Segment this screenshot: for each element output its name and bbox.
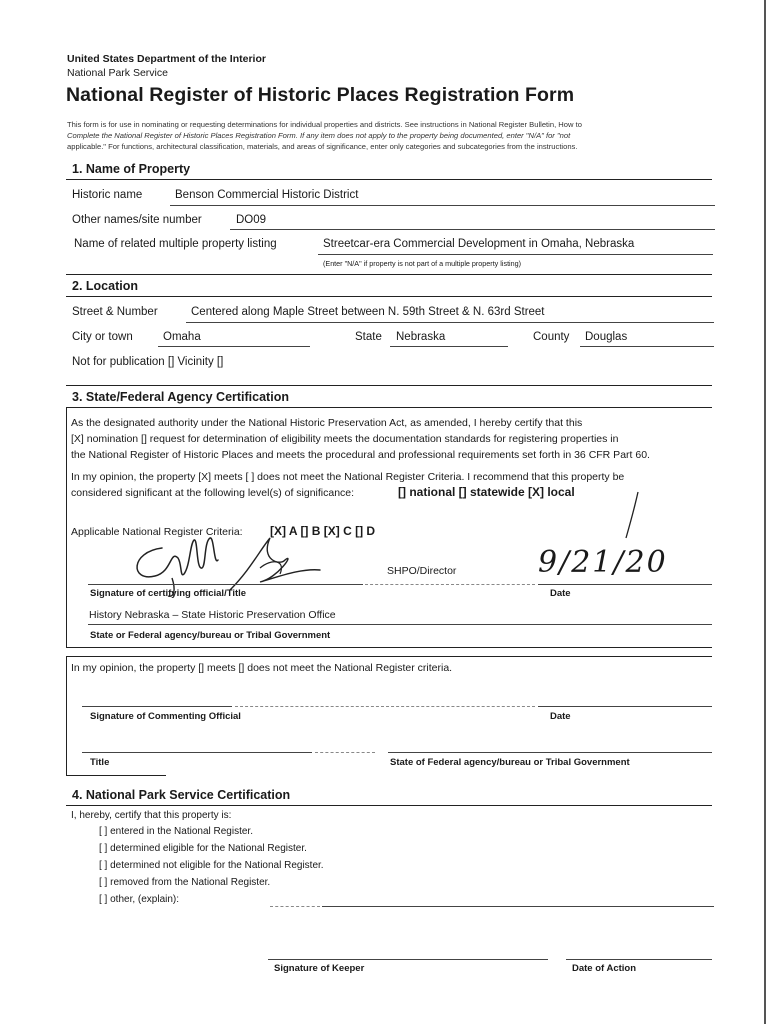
keeper-label: Signature of Keeper (274, 963, 365, 974)
state-line (390, 346, 508, 347)
signature-line-dashed (365, 584, 535, 585)
significance-levels: [] national [] statewide [X] local (398, 485, 575, 499)
mpl-line (318, 254, 713, 255)
title-line (82, 752, 312, 753)
department-name: United States Department of the Interior (67, 53, 266, 65)
comment-box-bottom (66, 775, 166, 776)
other-names-line (230, 229, 715, 230)
section-2-top-rule (66, 274, 712, 275)
section-3-left-border (66, 407, 67, 647)
mpl-note: (Enter "N/A" if property is not part of a multiple property listing) (323, 259, 522, 268)
county-line (580, 346, 714, 347)
commenting-sig-line-dashed (235, 706, 535, 707)
signature-line (88, 584, 363, 585)
commenting-sig-line (82, 706, 232, 707)
option-other: [ ] other, (explain): (99, 894, 180, 905)
title-label: Title (90, 757, 110, 768)
section-1-rule (66, 179, 712, 180)
date-slash-flourish (600, 490, 650, 540)
date-line (538, 584, 712, 585)
intro-text (67, 119, 717, 152)
intro-line-2: Complete the National Register of Historic Places Registration Form. If any item does not apply to the property being documented, enter "N/A" for "not (67, 131, 571, 140)
agency-label: State or Federal agency/bureau or Tribal Government (90, 630, 331, 641)
section-3-heading: 3. State/Federal Agency Certification (72, 390, 289, 404)
cert-para2-line1: In my opinion, the property [X] meets [ ] does not meet the National Register Criteria. I recommend that this property be (71, 471, 625, 483)
city-label: City or town (72, 331, 133, 343)
handwritten-date: 9/21/20 (538, 545, 668, 580)
date-label: Date (550, 588, 571, 599)
county-value: Douglas (585, 331, 628, 343)
state-label: State (355, 331, 382, 343)
federal-agency-line (388, 752, 712, 753)
city-value: Omaha (163, 331, 201, 343)
comment-box-left-border (66, 656, 67, 776)
commenting-date-label: Date (550, 711, 571, 722)
historic-name-value: Benson Commercial Historic District (175, 189, 359, 201)
certify-statement: I, hereby, certify that this property is: (71, 810, 232, 821)
city-line (158, 346, 310, 347)
other-explain-line (322, 906, 714, 907)
street-line (186, 322, 714, 323)
section-4-heading: 4. National Park Service Certification (72, 788, 291, 802)
other-names-label: Other names/site number (72, 214, 202, 226)
federal-agency-label: State of Federal agency/bureau or Tribal Government (390, 757, 630, 768)
agency-name: National Park Service (67, 67, 168, 79)
criteria-label: Applicable National Register Criteria: (71, 526, 243, 538)
option-entered: [ ] entered in the National Register. (99, 826, 253, 837)
action-date-line (566, 959, 712, 960)
county-label: County (533, 331, 570, 343)
form-title: National Register of Historic Places Registration Form (66, 84, 575, 106)
section-3-mid-rule (66, 647, 712, 648)
agency-line (88, 624, 712, 625)
option-removed: [ ] removed from the National Register. (99, 877, 271, 888)
other-explain-dashed (270, 906, 320, 907)
historic-name-label: Historic name (72, 189, 143, 201)
section-3-top-rule (66, 385, 712, 386)
agency-value: History Nebraska – State Historic Preservation Office (89, 609, 336, 621)
street-label: Street & Number (72, 306, 158, 318)
mpl-value: Streetcar-era Commercial Development in Omaha, Nebraska (323, 238, 635, 250)
keeper-sig-line (268, 959, 548, 960)
commenting-date-line (538, 706, 712, 707)
signature-certifying-label: Signature of certifying official/Title (90, 588, 247, 599)
comment-box-top (66, 656, 712, 657)
section-3-rule (66, 407, 712, 408)
cert-para1-line3: the National Register of Historic Places and meets the procedural and professional requirements set forth in 36 CFR Part 60. (71, 449, 650, 461)
street-value: Centered along Maple Street between N. 59th Street & N. 63rd Street (191, 306, 545, 318)
cert-para1-line2: [X] nomination [] request for determination of eligibility meets the documentation standards for registering properties in (71, 433, 619, 445)
section-4-rule (66, 805, 712, 806)
cert-para2-line2: considered significant at the following level(s) of significance: (71, 487, 355, 499)
other-names-value: DO09 (236, 214, 267, 226)
scan-edge (764, 0, 766, 1024)
certifying-title: SHPO/Director (387, 565, 457, 577)
option-determined-not-eligible: [ ] determined not eligible for the National Register. (99, 860, 324, 871)
cert-para1-line1: As the designated authority under the National Historic Preservation Act, as amended, I hereby certify that this (71, 417, 583, 429)
intro-line-1: This form is for use in nominating or requesting determinations for individual properties and districts. See instructions in National Register Bulletin, How to (67, 120, 582, 129)
commenting-official-label: Signature of Commenting Official (90, 711, 241, 722)
section-2-rule (66, 296, 712, 297)
historic-name-line (170, 205, 715, 206)
mpl-label: Name of related multiple property listing (74, 238, 277, 250)
section-2-heading: 2. Location (72, 279, 138, 293)
title-line-dashed (315, 752, 375, 753)
section-1-heading: 1. Name of Property (72, 162, 191, 176)
state-value: Nebraska (396, 331, 446, 343)
option-determined-eligible: [ ] determined eligible for the National Register. (99, 843, 307, 854)
not-for-publication: Not for publication [] Vicinity [] (72, 356, 224, 368)
criteria-values: [X] A [] B [X] C [] D (270, 524, 376, 538)
intro-line-3: applicable." For functions, architectural classification, materials, and areas of significance, enter only categories and subcategories from the instructions. (67, 142, 578, 151)
action-date-label: Date of Action (572, 963, 637, 974)
opinion-commenting: In my opinion, the property [] meets [] does not meet the National Register criteria. (71, 662, 453, 674)
